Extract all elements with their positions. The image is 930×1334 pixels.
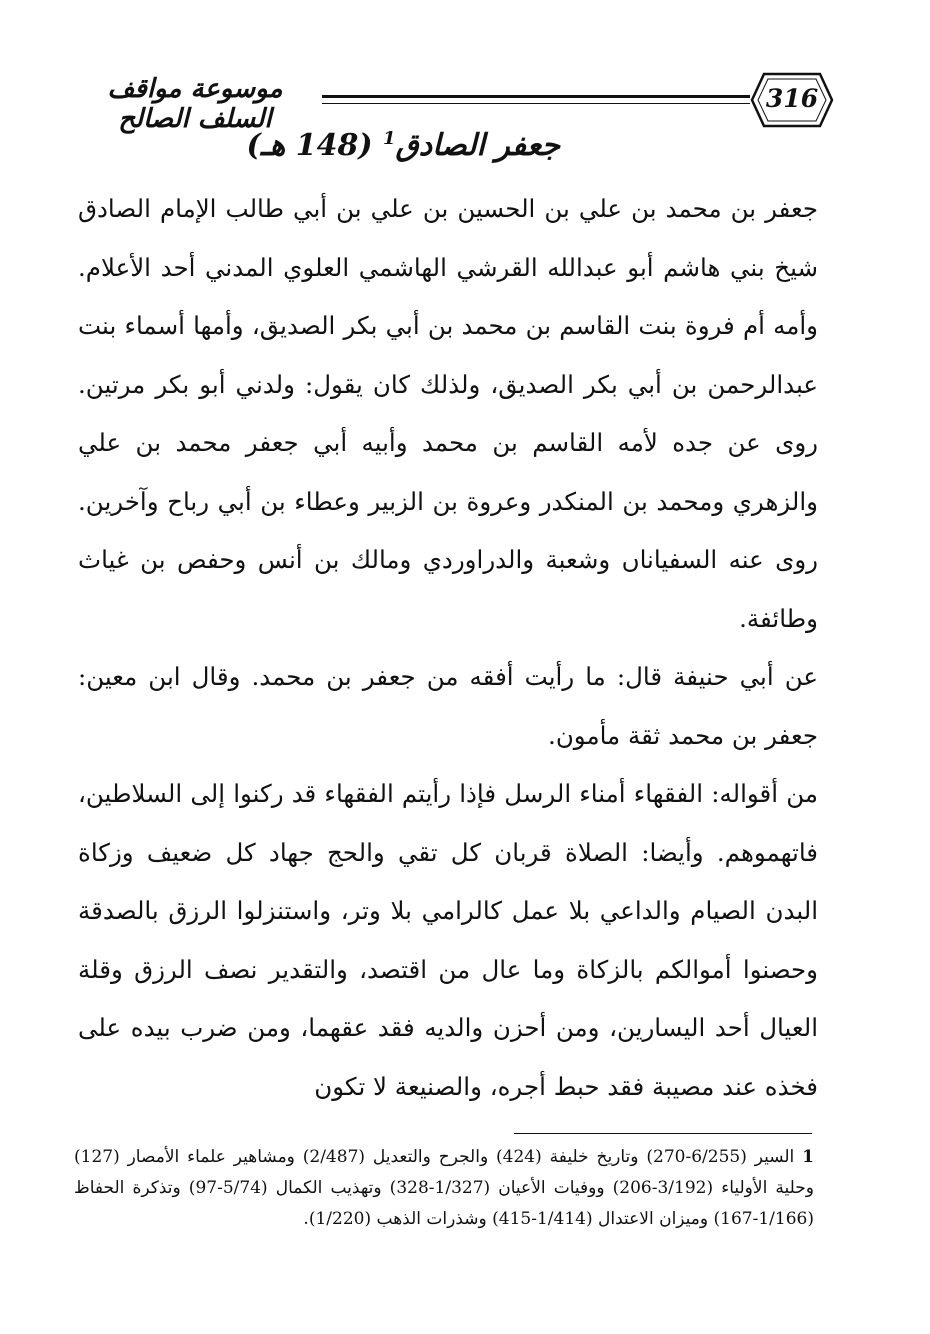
page-number: 316	[765, 84, 819, 113]
footnotes	[74, 1142, 814, 1235]
paragraph-praise: عن أبي حنيفة قال: ما رأيت أفقه من جعفر بن محمد. وقال ابن معين: جعفر بن محمد ثقة مأمون.	[78, 662, 818, 750]
footnote-number: 1	[802, 1147, 814, 1167]
footnote-ref: 1	[383, 128, 396, 149]
series-title: موسوعة مواقف السلف الصالح	[107, 74, 283, 134]
chapter-name: جعفر الصادق	[395, 128, 560, 163]
paragraph-sayings: من أقواله: الفقهاء أمناء الرسل فإذا رأيتم الفقهاء قد ركنوا إلى السلاطين، فاتهموهم. وأيضا: الصلاة قربان كل تقي والحج جهاد كل ضعيف وزكاة البدن الصيام والداعي بلا عمل كالرامي بلا وتر، واستنزلوا الرزق بالصدقة وحصنوا أموالكم بالزكاة وما عال من اقتصد، والتقدير نصف الرزق وقلة العيال أحد اليسارين، ومن أحزن والديه فقد عقهما، ومن ضرب بيده على فخذه عند مصيبة فقد حبط أجره، والصنيعة لا تكون	[78, 779, 818, 1101]
chapter-date: (148 هـ)	[246, 128, 373, 163]
chapter-title	[200, 128, 560, 163]
header-rule	[322, 95, 750, 104]
footnote-item	[74, 1142, 814, 1235]
paragraph-biography: جعفر بن محمد بن علي بن الحسين بن علي بن أبي طالب الإمام الصادق شيخ بني هاشم أبو عبدالله القرشي الهاشمي العلوي المدني أحد الأعلام. وأمه أم فروة بنت القاسم بن محمد بن أبي بكر الصديق، وأمها أسماء بنت عبدالرحمن بن أبي بكر الصديق، ولذلك كان يقول: ولدني أبو بكر مرتين. روى عن جده لأمه القاسم بن محمد وأبيه أبي جعفر محمد بن علي والزهري ومحمد بن المنكدر وعروة بن الزبير وعطاء بن أبي رباح وآخرين. روى عنه السفياناں وشعبة والدراوردي ومالك بن أنس وحفص بن غياث وطائفة.	[78, 194, 818, 633]
footnote-divider	[514, 1133, 812, 1134]
footnote-text: السير (6/255-270) وتاريخ خليفة (424) والجرح والتعديل (2/487) ومشاهير علماء الأمصار (127) وحلية الأولياء (3/192-206) ووفيات الأعيان (1/327-328) وتهذيب الكمال (5/74-97) وتذكرة الحفاظ (1/166-167) وميزان الاعتدال (1/414-415) وشذرات الذهب (1/220).	[74, 1147, 814, 1229]
page-number-badge	[750, 70, 834, 130]
body-text	[78, 180, 818, 1116]
